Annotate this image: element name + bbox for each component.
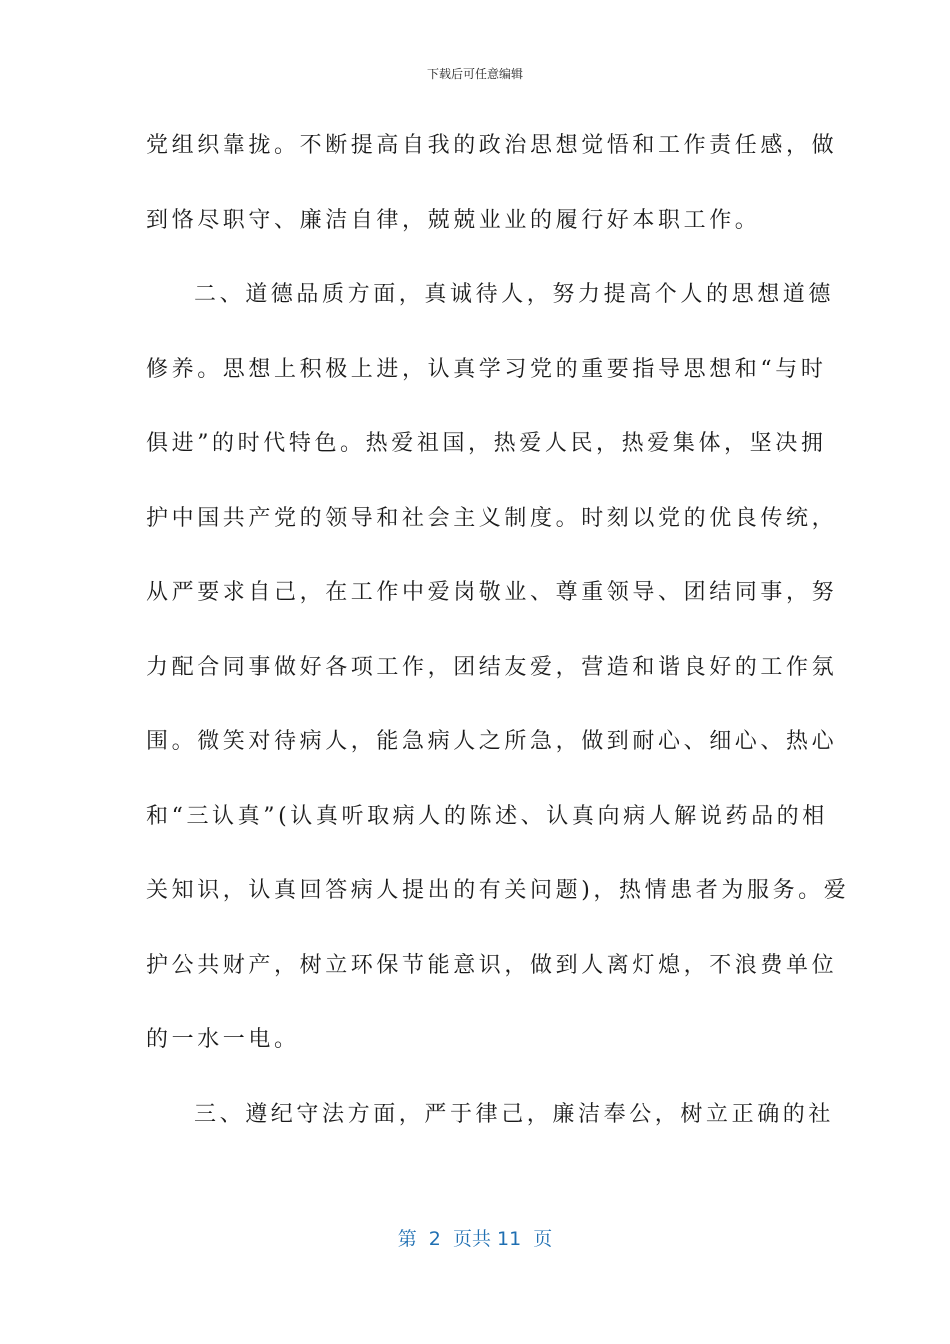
page-number: 第 2 页共 11 页 xyxy=(397,1228,553,1250)
text-line: 护公共财产，树立环保节能意识，做到人离灯熄，不浪费单位 xyxy=(146,952,838,978)
text-line: 关知识，认真回答病人提出的有关问题)，热情患者为服务。爱 xyxy=(146,878,850,903)
page-header-note: 下载后可任意编辑 xyxy=(426,67,523,81)
text-line: 二、道德品质方面，真诚待人，努力提高个人的思想道德 xyxy=(194,282,835,307)
text-line: 护中国共产党的领导和社会主义制度。时刻以党的优良传统， xyxy=(146,505,838,531)
text-line: 三、遵纪守法方面，严于律己，廉洁奉公，树立正确的社 xyxy=(194,1101,835,1127)
text-line: 围。微笑对待病人，能急病人之所急，做到耐心、细心、热心 xyxy=(146,729,838,754)
text-line: 的一水一电。 xyxy=(146,1027,300,1052)
text-line: 党组织靠拢。不断提高自我的政治思想觉悟和工作责任感，做 xyxy=(146,133,838,158)
text-line: 力配合同事做好各项工作，团结友爱，营造和谐良好的工作氛 xyxy=(146,654,838,680)
text-line: 和“三认真”(认真听取病人的陈述、认真向病人解说药品的相 xyxy=(146,803,828,829)
text-line: 到恪尽职守、廉洁自律，兢兢业业的履行好本职工作。 xyxy=(146,207,761,233)
text-line: 俱进”的时代特色。热爱祖国，热爱人民，热爱集体，坚决拥 xyxy=(146,431,827,456)
text-line: 修养。思想上积极上进，认真学习党的重要指导思想和“与时 xyxy=(146,356,827,382)
text-line: 从严要求自己，在工作中爱岗敬业、尊重领导、团结同事，努 xyxy=(146,580,838,605)
document-body xyxy=(146,118,850,1161)
